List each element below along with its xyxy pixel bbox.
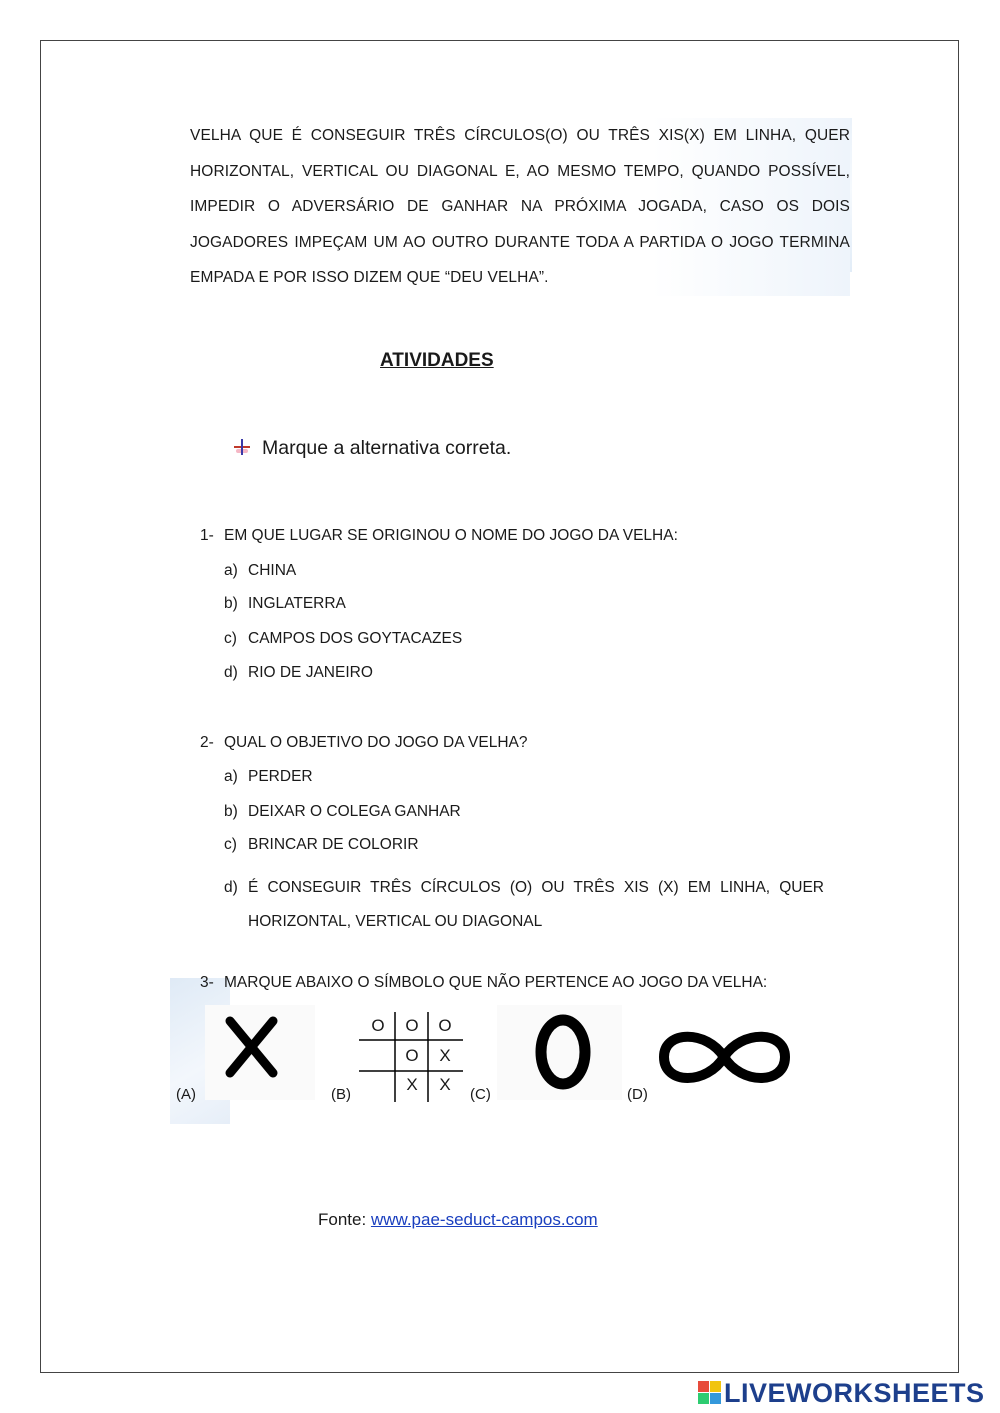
o-symbol-icon[interactable] xyxy=(497,1005,622,1100)
option-text: CAMPOS DOS GOYTACAZES xyxy=(248,630,463,647)
board-cell: X xyxy=(439,1075,451,1094)
symbol-label-a: (A) xyxy=(176,1086,196,1103)
q2-option-b[interactable] xyxy=(224,803,461,821)
question-text: QUAL O OBJETIVO DO JOGO DA VELHA? xyxy=(224,734,528,751)
question-text: MARQUE ABAIXO O SÍMBOLO QUE NÃO PERTENCE AO JOGO DA VELHA: xyxy=(224,974,768,991)
liveworksheets-brand[interactable] xyxy=(698,1378,985,1408)
q1-option-a[interactable] xyxy=(224,562,296,580)
brand-name: LIVEWORKSHEETS xyxy=(724,1377,985,1408)
option-letter: c) xyxy=(224,630,237,647)
option-letter: b) xyxy=(224,595,238,612)
q1-option-d[interactable] xyxy=(224,664,373,682)
question-2 xyxy=(200,734,527,752)
board-cell: X xyxy=(406,1075,418,1094)
tic-tac-toe-board-icon[interactable] xyxy=(355,1008,467,1106)
bullet-icon xyxy=(232,438,252,456)
q1-option-b[interactable] xyxy=(224,595,346,613)
option-letter: a) xyxy=(224,768,238,785)
board-cell: O xyxy=(371,1016,385,1035)
x-symbol-icon[interactable] xyxy=(205,1005,315,1100)
question-number: 3- xyxy=(200,974,214,991)
q2-option-d[interactable] xyxy=(224,871,824,939)
question-number: 1- xyxy=(200,527,214,544)
liveworksheets-logo-icon xyxy=(698,1381,722,1405)
q2-option-c[interactable] xyxy=(224,836,419,854)
option-text: INGLATERRA xyxy=(248,595,346,612)
infinity-symbol-icon[interactable] xyxy=(652,1015,797,1100)
q2-option-a[interactable] xyxy=(224,768,313,786)
board-cell: X xyxy=(439,1046,451,1065)
option-text: RIO DE JANEIRO xyxy=(248,664,373,681)
option-text: É CONSEGUIR TRÊS CÍRCULOS (O) OU TRÊS XIS (X) EM LINHA, QUER HORIZONTAL, VERTICAL OU DIAGONAL xyxy=(248,879,824,930)
source-line xyxy=(318,1210,598,1230)
question-number: 2- xyxy=(200,734,214,751)
option-letter: d) xyxy=(224,664,238,681)
option-letter: a) xyxy=(224,562,238,579)
q1-option-c[interactable] xyxy=(224,630,462,648)
instruction-text: Marque a alternativa correta. xyxy=(262,437,512,459)
board-cell: O xyxy=(438,1016,452,1035)
symbol-label-b: (B) xyxy=(331,1086,351,1103)
option-letter: b) xyxy=(224,803,238,820)
symbol-label-d: (D) xyxy=(627,1086,648,1103)
option-text: BRINCAR DE COLORIR xyxy=(248,836,419,853)
option-text: CHINA xyxy=(248,562,297,579)
question-text: EM QUE LUGAR SE ORIGINOU O NOME DO JOGO DA VELHA: xyxy=(224,527,678,544)
option-text: DEIXAR O COLEGA GANHAR xyxy=(248,803,461,820)
source-label: Fonte: xyxy=(318,1210,367,1229)
symbol-label-c: (C) xyxy=(470,1086,491,1103)
intro-paragraph: VELHA QUE É CONSEGUIR TRÊS CÍRCULOS(O) OU TRÊS XIS(X) EM LINHA, QUER HORIZONTAL, VERTICAL OU DIAGONAL E, AO MESMO TEMPO, QUANDO POSSÍVEL, IMPEDIR O ADVERSÁRIO DE GANHAR NA PRÓXIMA JOGADA, CASO OS DOIS JOGADORES IMPEÇAM UM AO OUTRO DURANTE TODA A PARTIDA O JOGO TERMINA EMPADA E POR ISSO DIZEM QUE “DEU VELHA”. xyxy=(190,118,850,296)
instruction xyxy=(232,437,511,460)
option-text: PERDER xyxy=(248,768,313,785)
board-cell: O xyxy=(405,1046,419,1065)
option-letter: d) xyxy=(224,879,238,896)
source-link[interactable]: www.pae-seduct-campos.com xyxy=(370,1210,598,1229)
question-1 xyxy=(200,527,678,545)
activities-heading: ATIVIDADES xyxy=(380,350,494,371)
question-3 xyxy=(200,974,767,992)
board-cell: O xyxy=(405,1016,419,1035)
option-letter: c) xyxy=(224,836,237,853)
